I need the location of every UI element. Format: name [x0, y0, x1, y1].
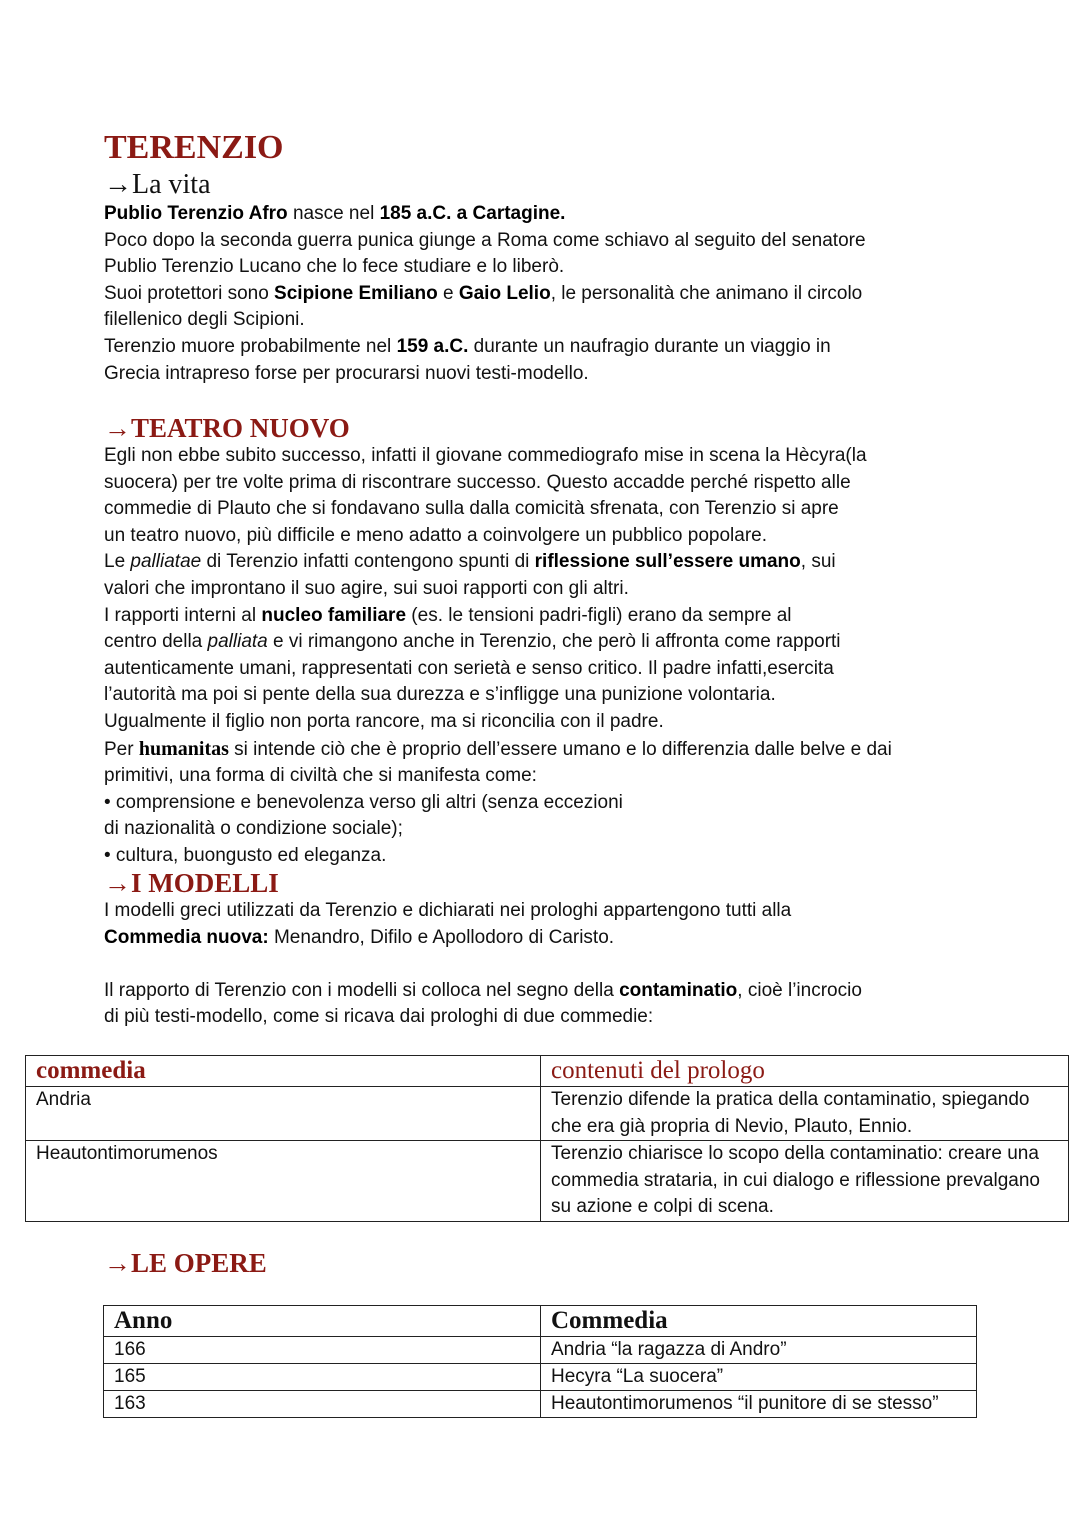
paragraph-line: Grecia intrapreso forse per procurarsi nuovi testi-modello.: [104, 362, 589, 384]
paragraph-line: di nazionalità o condizione sociale);: [104, 818, 403, 840]
table-cell: 166: [104, 1337, 541, 1364]
paragraph-line: Il rapporto di Terenzio con i modelli si colloca nel segno della contaminatio, cioè l’incrocio: [104, 979, 862, 1001]
works-table: [103, 1305, 977, 1418]
paragraph-line: Ugualmente il figlio non porta rancore, ma si riconcilia con il padre.: [104, 710, 664, 732]
paragraph-line: Publio Terenzio Lucano che lo fece studiare e lo liberò.: [104, 256, 565, 278]
paragraph-line: di più testi-modello, come si ricava dai prologhi di due commedie:: [104, 1006, 654, 1028]
paragraph-line: centro della palliata e vi rimangono anche in Terenzio, che però li affronta come rapporti: [104, 631, 841, 653]
section-teatro: [104, 443, 964, 870]
table-header-commedia: Commedia: [541, 1306, 977, 1337]
table-cell: Heautontimorumenos: [26, 1141, 541, 1222]
page-title: TERENZIO: [104, 129, 284, 166]
table-header-prologo: contenuti del prologo: [541, 1056, 1069, 1087]
paragraph-line: valori che improntano il suo agire, sui suoi rapporti con gli altri.: [104, 577, 629, 599]
paragraph-line: l’autorità ma poi si pente della sua durezza e s’infligge una punizione volontaria.: [104, 684, 776, 706]
table-cell: 165: [104, 1364, 541, 1391]
table-cell: 163: [104, 1391, 541, 1418]
paragraph-line: Suoi protettori sono Scipione Emiliano e Gaio Lelio, le personalità che animano il circolo: [104, 282, 863, 304]
paragraph-line: I modelli greci utilizzati da Terenzio e dichiarati nei prologhi appartengono tutti alla: [104, 900, 792, 921]
list-item: • comprensione e benevolenza verso gli altri (senza eccezioni: [104, 791, 623, 813]
table-cell: Andria: [26, 1087, 541, 1141]
paragraph-line: I rapporti interni al nucleo familiare (es. le tensioni padri-figli) erano da sempre al: [104, 604, 792, 626]
table-row: [104, 1337, 977, 1364]
table-header-anno: Anno: [104, 1306, 541, 1337]
paragraph-line: Per humanitas si intende ciò che è proprio dell’essere umano e lo differenzia dalle belve e dai: [104, 737, 892, 760]
section-heading-modelli: →I MODELLI: [104, 868, 279, 898]
table-row: [104, 1364, 977, 1391]
table-header-commedia: commedia: [26, 1056, 541, 1087]
paragraph-line: primitivi, una forma di civiltà che si manifesta come:: [104, 765, 537, 787]
table-row: [104, 1391, 977, 1418]
table-row: [26, 1141, 1069, 1222]
table-cell: Andria “la ragazza di Andro”: [541, 1337, 977, 1364]
table-cell: Terenzio chiarisce lo scopo della contaminatio: creare una commedia strataria, in cui dialogo e riflessione prevalgano su azione e colpi di scena.: [541, 1141, 1069, 1222]
paragraph-line: commedie di Plauto che si fondavano sulla dalla comicità sfrenata, con Terenzio si apre: [104, 498, 839, 520]
list-item: • cultura, buongusto ed eleganza.: [104, 844, 387, 866]
section-heading-teatro: →TEATRO NUOVO: [104, 413, 350, 443]
table-header-row: [104, 1306, 977, 1337]
paragraph-line: Poco dopo la seconda guerra punica giunge a Roma come schiavo al seguito del senatore: [104, 229, 866, 251]
paragraph-line: Terenzio muore probabilmente nel 159 a.C. durante un naufragio durante un viaggio in: [104, 335, 831, 357]
section-heading-opere: →LE OPERE: [104, 1248, 267, 1278]
paragraph-line: suocera) per tre volte prima di riscontrare successo. Questo accadde perché rispetto alle: [104, 471, 851, 493]
section-heading-vita: →La vita: [104, 169, 211, 200]
paragraph-line: filellenico degli Scipioni.: [104, 309, 305, 331]
section-vita: [104, 201, 964, 387]
prologue-table: [25, 1055, 1069, 1222]
paragraph-line: autenticamente umani, rappresentati con serietà e senso critico. Il padre infatti,esercita: [104, 657, 834, 679]
paragraph-line: un teatro nuovo, più difficile e meno adatto a coinvolgere un pubblico popolare.: [104, 524, 767, 546]
table-cell: Terenzio difende la pratica della contaminatio, spiegando che era già propria di Nevio, Plauto, Ennio.: [541, 1087, 1069, 1141]
table-cell: Heautontimorumenos “il punitore di se stesso”: [541, 1391, 977, 1418]
paragraph-line: Commedia nuova: Menandro, Difilo e Apollodoro di Caristo.: [104, 926, 615, 948]
table-header-row: [26, 1056, 1069, 1087]
section-modelli: [104, 898, 964, 1031]
table-row: [26, 1087, 1069, 1141]
table-cell: Hecyra “La suocera”: [541, 1364, 977, 1391]
paragraph-line: Publio Terenzio Afro nasce nel 185 a.C. a Cartagine.: [104, 203, 566, 224]
paragraph-line: Egli non ebbe subito successo, infatti il giovane commediografo mise in scena la Hècyra(la: [104, 445, 867, 466]
paragraph-line: Le palliatae di Terenzio infatti contengono spunti di riflessione sull’essere umano, sui: [104, 551, 836, 573]
